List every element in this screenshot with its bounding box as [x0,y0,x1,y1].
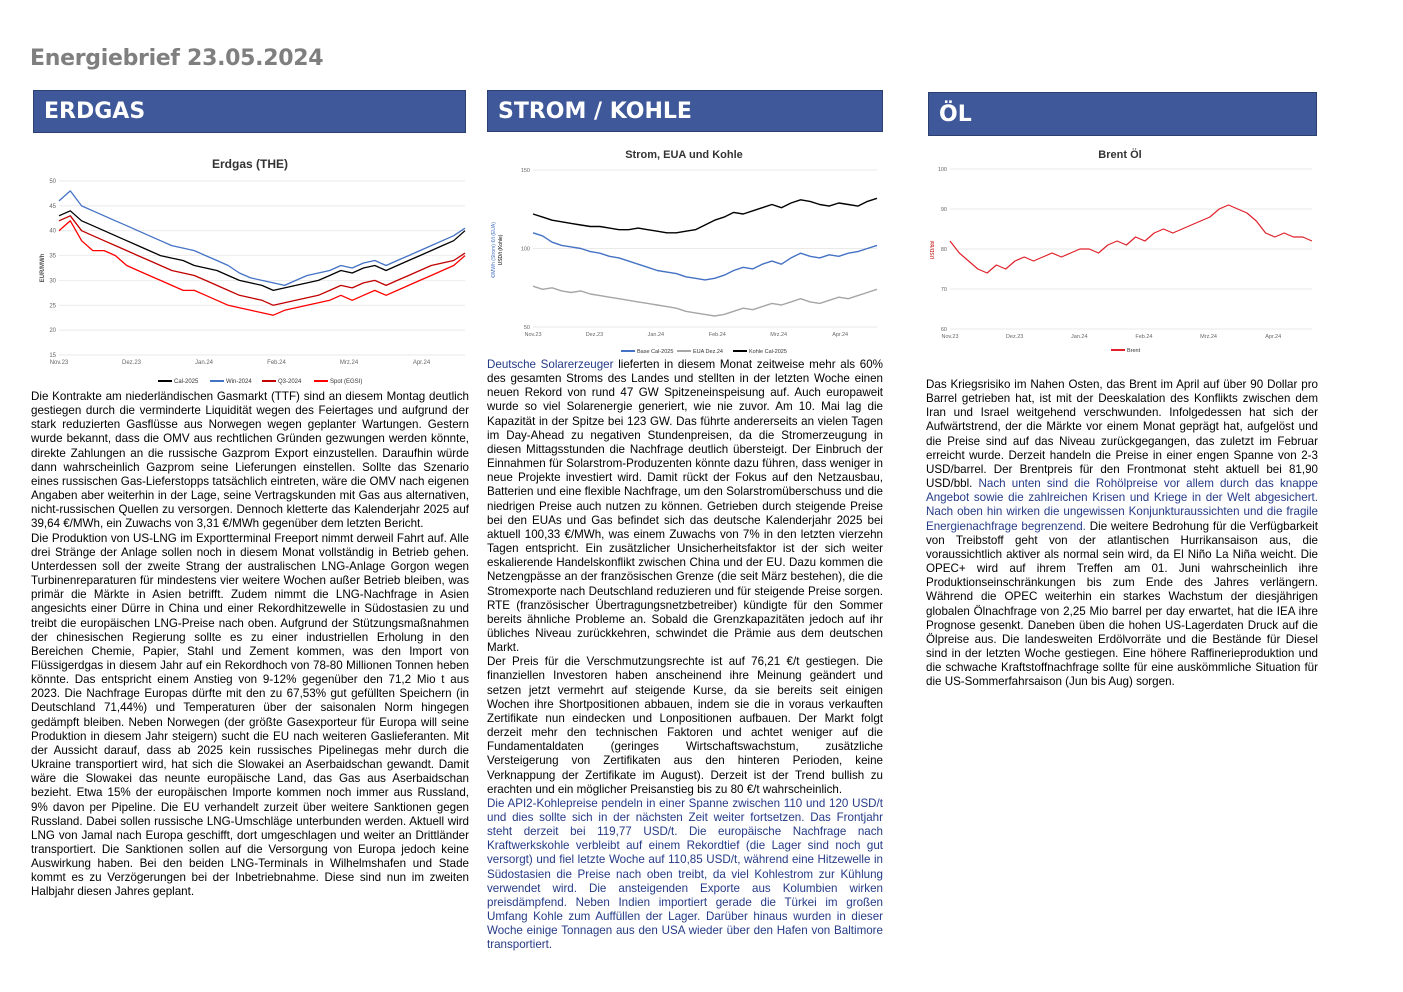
gas-ytick-label: 25 [49,303,56,310]
power-chart-svg [487,143,883,358]
power-ytick-label: 50 [523,325,530,331]
power-lead-text: Deutsche Solarerzeuger [487,358,614,371]
brent-chart [928,143,1317,358]
gas-series-line-2 [59,216,465,305]
gas-ytick-label: 50 [49,179,56,185]
brent-ytick-label: 80 [940,247,947,253]
power-legend-label: EUA Dez.24 [693,349,723,355]
brent-ytick-label: 60 [940,327,947,333]
section-banner-power [487,90,883,132]
power-chart-ylabel-left: €/MWh (Strom) €/t (EUA) [491,222,497,278]
power-series-line-1 [533,286,877,316]
brent-xtick-label: Apr.24 [1265,334,1282,340]
gas-legend-label: Q3-2024 [278,379,302,385]
brent-chart-title: Brent Öl [1098,149,1142,161]
power-legend-label: Base Cal-2025 [637,349,674,355]
brent-chart-ylabel: USD/bbl [930,240,936,260]
power-legend-label: Kohle Cal-2025 [749,349,787,355]
power-xtick-label: Jan.24 [647,332,665,338]
brent-xtick-label: Mrz.24 [1200,334,1217,340]
brent-legend-label: Brent [1127,348,1141,354]
brent-xtick-label: Jan.24 [1071,334,1088,340]
power-ytick-label: 150 [520,168,530,174]
gas-chart-title: Erdgas (THE) [211,157,289,171]
gas-xtick-label: Apr.24 [412,360,431,366]
power-xtick-label: Mrz.24 [770,332,788,338]
brent-ytick-label: 70 [940,287,947,293]
power-paragraph-1-body: lieferten in diesem Monat zeitweise mehr als 60% des gesamten Stroms des Landes und stellten in der letzten Woche einen neuen Rekord von rund 47 GW Spitzeneinspeisung auf. Auch europaweit wurde so viel Solarenergie generiert, wie nie zuvor. Am 10. Mai lag die Kapazität in der Spitze bei 123 GW. Das führte andererseits an vielen Tagen im Day-Ahead zu negativen Stundenpreisen, da die Stromerzeugung in diesen Mittagsstunden die Nachfrage deutlich übersteigt. Der Einbruch der Einnahmen für Solarstrom-Produzenten könnte dazu führen, dass weniger in neue Projekte investiert wird. Damit rückt der Fokus auf den Netzausbau, Batterien und eine flexible Nachfrage, um den Solarstromüberschuss und die niedrigen Preise auch nutzen zu können. Getrieben durch steigende Preise bei den EUAs und Gas befindet sich das deutsche Kalenderjahr 2025 bei aktuell 100,33 €/MWh, was einem Zuwachs von 7% in den letzten vierzehn Tagen entspricht. Ein zusätzlicher Unsicherheitsfaktor ist der sich weiter eskalierende Handelskonflikt zwischen China und der EU. Dazu kommen die Netzengpässe an der französischen Grenze (die seit März bestehen), die die Stromexporte nach Deutschland reduzieren und für steigende Preise sorgen. RTE (französischer Übertragungsnetzbetreiber) kündigte für den Sommer bereits ähnliche Probleme an. Sobald die Grenzkapazitäten jedoch auf ihr übliches Niveau zurückkehren, schwindet die Prämie aus dem deutschen Markt. [487,358,883,655]
gas-legend-label: Spot (EGSI) [330,379,363,385]
power-xtick-label: Apr.24 [832,332,849,338]
power-text-column [487,358,883,953]
gas-ytick-label: 15 [49,353,56,359]
power-paragraph-2: Der Preis für die Verschmutzungsrechte ist auf 76,21 €/t gestiegen. Die finanziellen Investoren haben anscheinend ihre Meinung geändert und setzen jetzt vermehrt auf steigende Kurse, da sie bereits seit einigen Wochen ihre Shortpositionen abbauen, indem sie die in voraus verkauften Zertifikate nun eindecken und Lonpositionen aufbauen. Der Markt folgt derzeit mehr den technischen Faktoren und achtet weniger auf die Fundamentaldaten (geringes Wirtschaftswachstum, zusätzliche Versteigerung von Zertifikaten aus den hinteren Perioden, keine Verknappung der Zertifikate im August). Derzeit ist der Trend bullish zu erachten und ein möglicher Preisanstieg bis zu 80 €/t wahrscheinlich. [487,655,883,796]
gas-xtick-label: Dez.23 [121,360,142,366]
oil-text-column [926,378,1318,689]
brent-xtick-label: Dez.23 [1005,334,1024,340]
gas-paragraph-2: Die Produktion von US-LNG im Exportterminal Freeport nimmt derweil Fahrt auf. Alle drei Stränge der Anlage sollen noch in diesem Monat vollständig in Betrieb gehen. Unterdessen soll der zweite Strang der australischen LNG-Anlage Gorgon wegen Turbinenreparaturen für mindestens vier weitere Wochen außer Betrieb bleiben, was primär die Märkte in Asien betrifft. Zudem nimmt die LNG-Nachfrage in Asien angesichts einer Dürre in China und einer Rekordhitzewelle in Südostasien zu und treibt die europäischen LNG-Preise nach oben. Aufgrund der Stützungsmaßnahmen der chinesischen Regierung sollte es zu einer industriellen Erholung in den Bereichen Chemie, Papier, Stahl und Zement kommen, was den Import von Flüssigerdgas in diesem Jahr auf ein Rekordhoch von 78-80 Millionen Tonnen heben könnte. Das entspricht einem Anstieg von 9-12% gegenüber den 71,2 Mio t aus 2023. Die Nachfrage Europas dürfte mit den zu 67,53% gut gefüllten Speichern (in Deutschland 71,44%) und Temperaturen über der saisonalen Norm hingegen gedämpft bleiben. Neben Norwegen (der größte Gasexporteur für Europa will seine Produktion in diesem Jahr steigern) sucht die EU nach weiteren Gaslieferanten. Mit der Aussicht darauf, dass ab 2025 kein russisches Pipelinegas mehr durch die Ukraine transportiert wird, hat sich die Slowakei an Aserbaidschan gewandt. Damit wäre die Slowakei das neunte europäische Land, das Gas aus Aserbaidschan bezieht. Etwa 15% der europäischen Importe kommen noch immer aus Russland, 9% davon per Pipeline. Die EU verhandelt zurzeit über weitere Sanktionen gegen Russland. Dabei sollen russische LNG-Umschläge unterbunden werden. Aktuell wird LNG von Jamal nach Europa geschifft, dort umgeschlagen und weiter an Drittländer transportiert. Die Sanktionen sollen auf die Versorgung von Europa jedoch keine Auswirkung haben. Bei den beiden LNG-Terminals in Wilhelmshafen und Stade kommt es zu Verzögerungen bei der Inbetriebnahme. Diese sind nun im zweiten Halbjahr diesen Jahres geplant. [31,531,469,899]
gas-xtick-label: Mrz.24 [339,360,359,366]
gas-chart [33,150,473,390]
section-title-oil: ÖL [939,101,972,127]
gas-ytick-label: 45 [49,203,56,210]
section-banner-oil [928,92,1317,136]
power-series-line-0 [533,233,877,280]
gas-ytick-label: 20 [49,328,56,335]
gas-chart-svg [33,150,473,390]
section-banner-gas [33,90,466,133]
gas-legend-label: Win-2024 [226,379,252,385]
brent-series-line-0 [950,205,1312,273]
brent-ytick-label: 90 [940,207,947,213]
gas-chart-ylabel: EUR/MWh [40,253,46,283]
gas-ytick-label: 40 [49,228,56,235]
gas-xtick-label: Jan.24 [194,360,214,366]
power-xtick-label: Feb.24 [708,332,726,338]
gas-series-line-3 [59,221,465,315]
oil-paragraph-part-2: Nach unten sind die Rohölpreise vor allem durch das knappe Angebot sowie die zahlreichen Krisen und Kriege in der Welt abgesichert. Nach oben hin wirken die ungewissen Konjunkturaussichten und die fragile Energienachfrage begrenzend. [926,477,1318,533]
power-series-line-2 [533,198,877,233]
power-chart-ylabel-right: USD/t (Kohle) [498,234,504,266]
power-chart-title: Strom, EUA und Kohle [625,149,743,161]
document-title: Energiebrief 23.05.2024 [30,46,324,71]
gas-paragraph-1: Die Kontrakte am niederländischen Gasmarkt (TTF) sind an diesem Montag deutlich gestiegen durch die verminderte Liquidität wegen des Feiertages und aufgrund der stark reduzierten Gasflüsse aus Norwegen wegen geplanter Wartungen. Gestern wurde bekannt, dass die OMV aus rechtlichen Gründen gezwungen werden könnte, direkte Zahlungen an die russische Gazprom Export einzustellen. Daraufhin würde dann wahrscheinlich Gazprom seine Lieferungen einstellen. Sollte das Szenario eines russischen Gas-Lieferstopps tatsächlich eintreten, wäre die OMV nach eigenen Angaben aber weiterhin in der Lage, seine Vertragskunden mit Gas aus alternativen, nicht-russischen Quellen zu versorgen. Dennoch kletterte das Kalenderjahr 2025 auf 39,64 €/MWh, ein Zuwachs von 3,31 €/MWh gegenüber dem letzten Bericht. [31,390,469,531]
oil-paragraph-part-1: Das Kriegsrisiko im Nahen Osten, das Brent im April auf über 90 Dollar pro Barrel getrieben hat, ist mit der Deeskalation des Konflikts zwischen dem Iran und Israel weitgehend verschwunden. Infolgedessen hat sich der Aufwärtstrend, der die Märkte vor einem Monat geprägt hat, aufgelöst und die Preise sind auf das Niveau zurückgegangen, das zuletzt im Februar erreicht wurde. Derzeit handeln die Preise in einer engen Spanne von 2-3 USD/barrel. Der Brentpreis für den Frontmonat steht aktuell bei 81,90 USD/bbl. [926,378,1318,491]
gas-text-column [31,390,469,900]
gas-ytick-label: 30 [49,278,56,285]
section-title-power: STROM / KOHLE [498,98,692,124]
gas-xtick-label: Feb.24 [267,360,286,366]
gas-legend-label: Cal-2025 [174,379,199,385]
gas-xtick-label: Nov.23 [49,360,69,366]
gas-ytick-label: 35 [49,253,56,260]
oil-paragraph [926,378,1318,689]
oil-paragraph-part-3: Die weitere Bedrohung für die Verfügbarkeit von Treibstoff geht von der atlantischen Hurrikansaison aus, die voraussichtlich aktiver als normal sein wird, da El Niño La Niña weicht. Die OPEC+ wird auf ihrem Treffen am 01. Juni wahrscheinlich ihre Produktionseinschränkungen bis zum Ende des Jahres verlängern. Während die OPEC weiterhin ein starkes Wachstum der diesjährigen globalen Ölnachfrage von 2,25 Mio barrel per day erwartet, hat die IEA ihre Prognose gesenkt. Daneben üben die hohen US-Lagerdaten Druck auf die Ölpreise aus. Die landesweiten Erdölvorräte und die Bestände für Diesel sind in der letzten Woche gestiegen. Eine höhere Raffinerieproduktion und die schwache Kraftstoffnachfrage sollte für eine auskömmliche Situation für die US-Sommerfahrsaison (Jun bis Aug) sorgen. [926,519,1318,689]
power-chart [487,143,883,358]
brent-ytick-label: 100 [937,167,947,173]
section-title-gas: ERDGAS [44,99,146,124]
power-xtick-label: Nov.23 [524,332,542,338]
power-xtick-label: Dez.23 [585,332,604,338]
brent-xtick-label: Nov.23 [941,334,959,340]
power-paragraph-1 [487,358,883,655]
power-paragraph-3: Die API2-Kohlepreise pendeln in einer Spanne zwischen 110 und 120 USD/t und dies sollte sich in der nächsten Zeit weiter fortsetzen. Das Frontjahr steht derzeit bei 119,77 USD/t. Die europäische Nachfrage nach Kraftwerkskohle verbleibt auf einem Rekordtief (die Lager sind noch gut versorgt) und fiel letzte Woche auf 110,85 USD/t, während eine Hitzewelle in Südostasien die Preise nach oben treibt, da viel Kohlestrom zur Kühlung verwendet wird. Die ansteigenden Exporte aus Kolumbien wirken preisdämpfend. Neben Indien importiert gerade die Türkei im großen Umfang Kohle zum Auffüllen der Lager. Darüber hinaus wurden in dieser Woche einige Tonnagen aus den USA wieder über den Hafen von Baltimore transportiert. [487,796,883,952]
brent-chart-svg [928,143,1317,358]
power-ytick-label: 100 [520,246,530,253]
brent-xtick-label: Feb.24 [1135,334,1153,340]
